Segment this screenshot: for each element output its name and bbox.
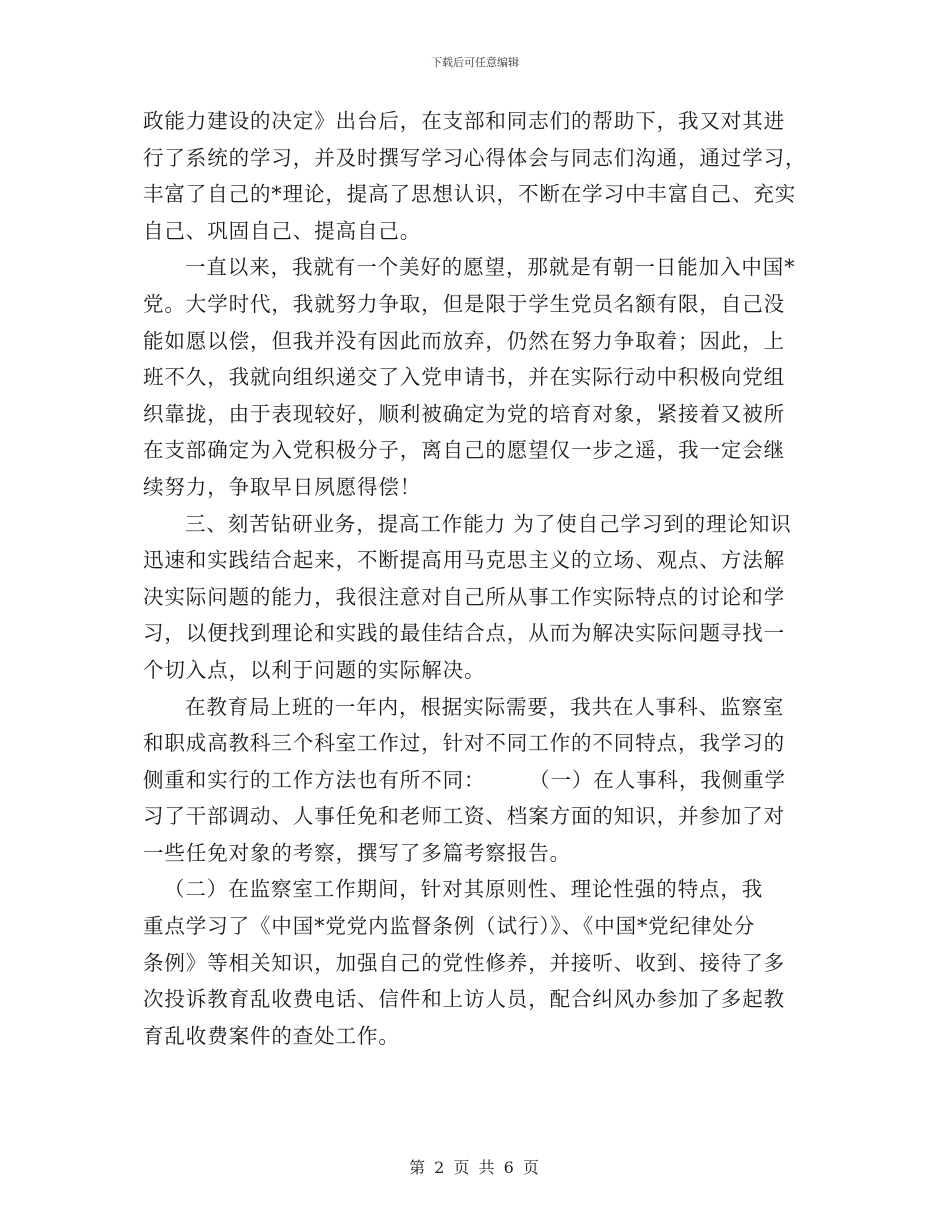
text-line: 和职成高教科三个科室工作过，针对不同工作的不同特点，我学习的	[143, 731, 785, 756]
text-line: 习了干部调动、人事任免和老师工资、档案方面的知识，并参加了对	[143, 804, 785, 829]
paragraph-start-line: （二）在监察室工作期间，针对其原则性、理论性强的特点，我	[164, 877, 764, 902]
text-line: 班不久，我就向组织递交了入党申请书，并在实际行动中积极向党组	[143, 365, 785, 390]
text-line: 迅速和实践结合起来，不断提高用马克思主义的立场、观点、方法解	[143, 548, 785, 573]
text-line: 个切入点，以利于问题的实际解决。	[143, 657, 486, 682]
text-line: 重点学习了《中国*党党内监督条例（试行）》、《中国*党纪律处分	[143, 914, 756, 939]
text-line: 育乱收费案件的查处工作。	[143, 1023, 400, 1048]
document-body	[143, 103, 808, 1054]
text-line: 在支部确定为入党积极分子，离自己的愿望仅一步之遥，我一定会继	[143, 438, 785, 463]
paragraph-start-line: 在教育局上班的一年内，根据实际需要，我共在人事科、监察室	[185, 694, 785, 719]
text-line: 次投诉教育乱收费电话、信件和上访人员，配合纠风办参加了多起教	[143, 987, 785, 1012]
text-line: 党。大学时代，我就努力争取，但是限于学生党员名额有限，自己没	[143, 291, 785, 316]
text-line: 行了系统的学习，并及时撰写学习心得体会与同志们沟通，通过学习，	[143, 145, 807, 170]
text-line: 侧重和实行的工作方法也有所不同： （一）在人事科，我侧重学	[143, 767, 786, 792]
text-line: 自己、巩固自己、提高自己。	[143, 218, 422, 243]
section-heading-line: 三、刻苦钻研业务，提高工作能力 为了使自己学习到的理论知识	[185, 511, 792, 536]
text-line: 决实际问题的能力，我很注意对自己所从事工作实际特点的讨论和学	[143, 584, 785, 609]
page-number-footer: 第 2 页 共 6 页	[409, 1158, 541, 1177]
text-line: 习，以便找到理论和实践的最佳结合点，从而为解决实际问题寻找一	[143, 621, 785, 646]
text-line: 条例》等相关知识，加强自己的党性修养，并接听、收到、接待了多	[143, 950, 785, 975]
text-line: 一些任免对象的考察，撰写了多篇考察报告。	[143, 840, 571, 865]
page-header: 下载后可任意编辑	[431, 56, 519, 69]
text-line: 能如愿以偿，但我并没有因此而放弃，仍然在努力争取着；因此，上	[143, 328, 785, 353]
text-line: 续努力，争取早日夙愿得偿！	[143, 474, 422, 499]
text-line: 织靠拢，由于表现较好，顺利被确定为党的培育对象，紧接着又被所	[143, 401, 785, 426]
text-line: 政能力建设的决定》出台后，在支部和同志们的帮助下，我又对其进	[143, 109, 785, 133]
text-line: 丰富了自己的*理论，提高了思想认识，不断在学习中丰富自己、充实	[143, 182, 797, 207]
paragraph-start-line: 一直以来，我就有一个美好的愿望，那就是有朝一日能加入中国*	[185, 255, 796, 280]
